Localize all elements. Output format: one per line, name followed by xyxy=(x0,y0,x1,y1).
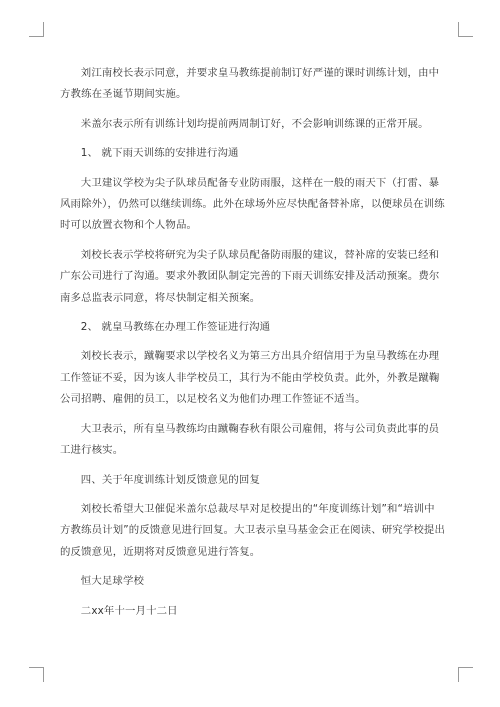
paragraph: 刘校长表示，蹴鞠要求以学校名义为第三方出具介绍信用于为皇马教练在办理工作签证不妥，因为该人非学校员工，其行为不能由学校负责。此外，外教是蹴鞠公司招聘、雇佣的员工，以足校名义为他们办理工作签证不适当。 xyxy=(60,350,440,406)
paragraph: 刘校长表示学校将研究为尖子队球员配备防雨服的建议，替补席的安装已经和广东公司进行了沟通。要求外教团队制定完善的下雨天训练安排及活动预案。费尔南多总监表示同意，将尽快制定相关预案。 xyxy=(60,248,440,304)
paragraph: 刘校长希望大卫催促米盖尔总裁尽早对足校提出的“年度训练计划”和“培训中方教练员计划”的反馈意见进行回复。大卫表示皇马基金会正在阅读、研究学校提出的反馈意见，近期将对反馈意见进行答复。 xyxy=(60,502,445,558)
section-heading: 1、 就下雨天训练的安排进行沟通 xyxy=(80,147,239,160)
signature-date: 二xx年十一月十二日 xyxy=(80,604,178,617)
section-heading: 2、 就皇马教练在办理工作签证进行沟通 xyxy=(80,321,271,334)
crop-mark-top-right xyxy=(458,22,473,37)
crop-mark-bottom-left xyxy=(29,667,44,682)
paragraph: 大卫表示，所有皇马教练均由蹴鞠春秋有限公司雇佣，将与公司负责此事的员工进行核实。 xyxy=(60,422,440,457)
section-heading: 四、关于年度训练计划反馈意见的回复 xyxy=(80,473,260,486)
paragraph: 大卫建议学校为尖子队球员配备专业防雨服，这样在一般的雨天下（打雷、暴风雨除外），仍然可以继续训练。此外在球场外应尽快配备替补席，以便球员在训练时可以放置衣物和个人物品。 xyxy=(60,176,445,232)
document-body xyxy=(60,63,445,622)
crop-mark-bottom-right xyxy=(458,667,473,682)
paragraph: 米盖尔表示所有训练计划均提前两周制订好，不会影响训练课的正常开展。 xyxy=(80,117,429,130)
signature-organization: 恒大足球学校 xyxy=(80,575,145,588)
paragraph: 刘江南校长表示同意，并要求皇马教练提前制订好严谨的课时训练计划，由中方教练在圣诞节期间实施。 xyxy=(60,67,440,101)
crop-mark-top-left xyxy=(29,22,44,37)
